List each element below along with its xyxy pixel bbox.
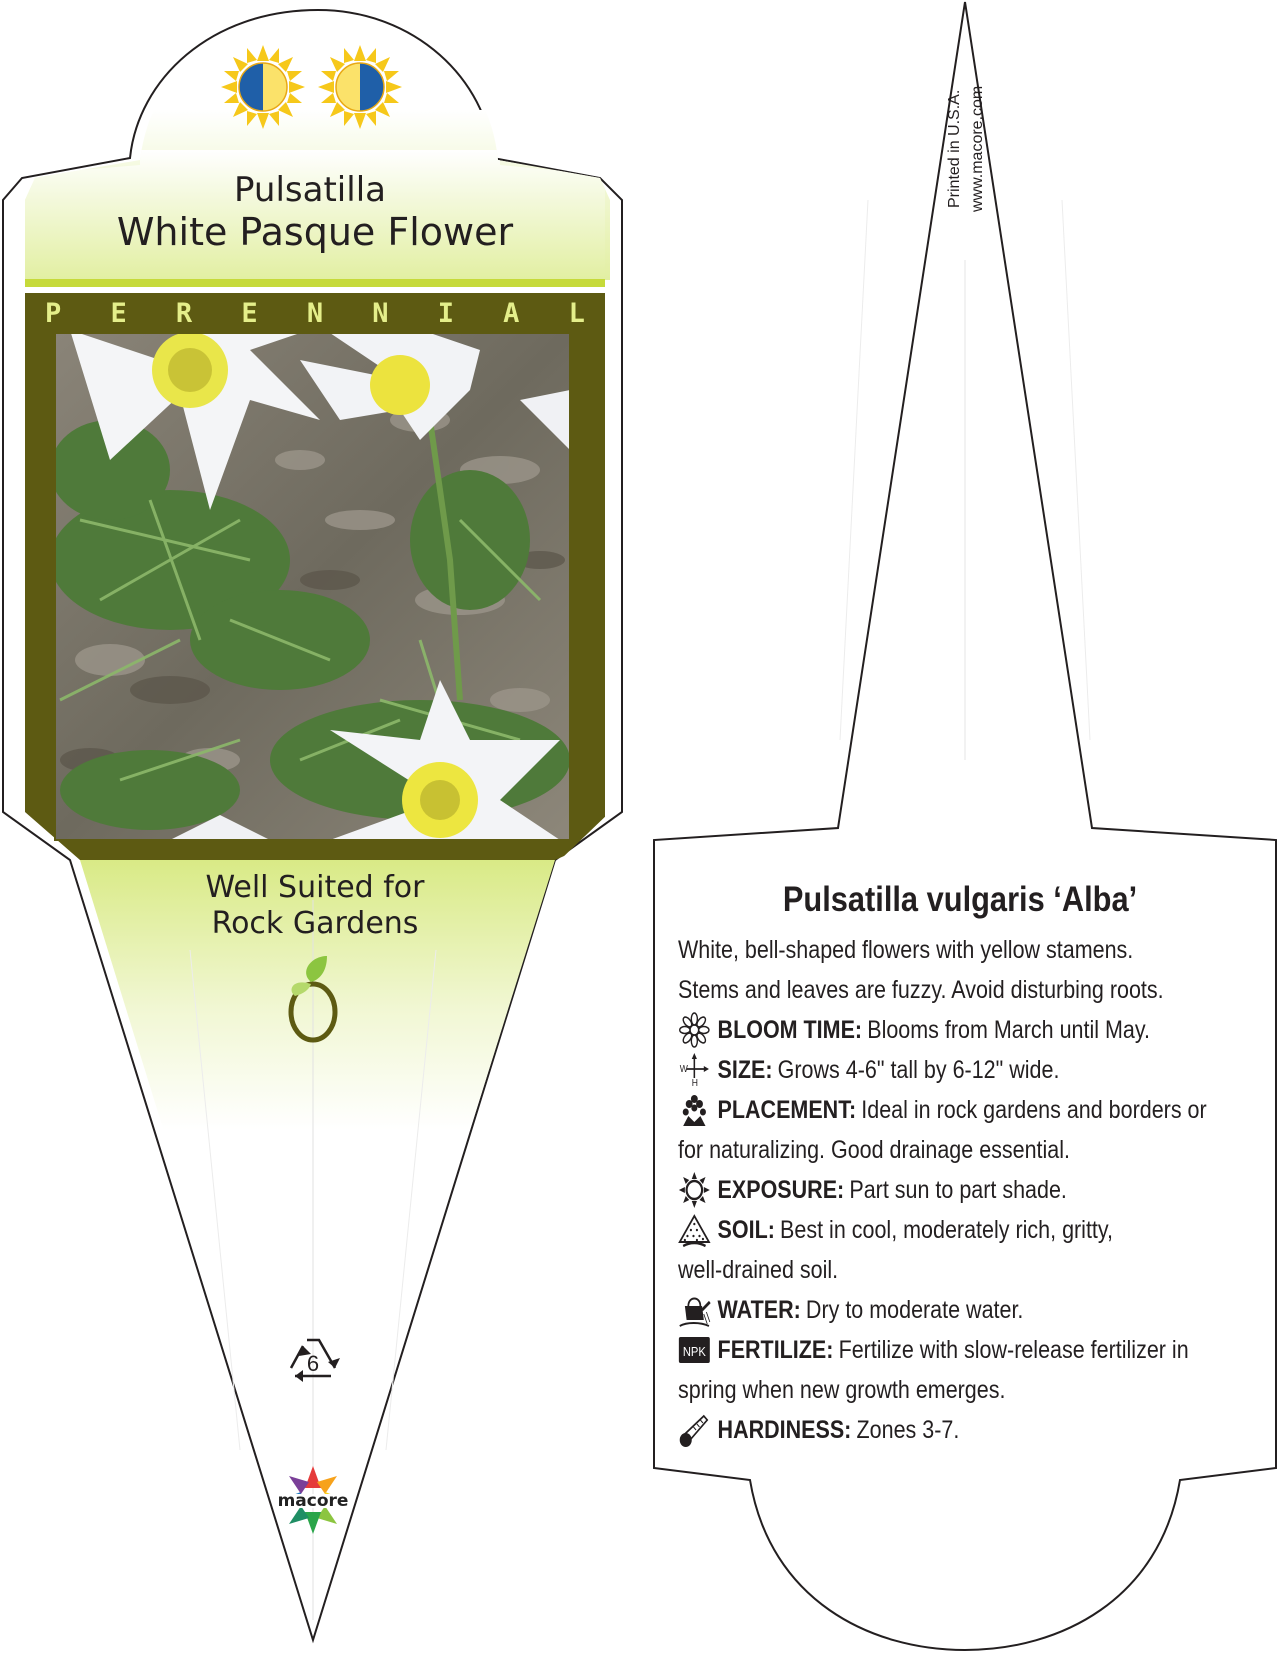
category-letter: E (110, 298, 127, 329)
attr-continuation: for naturalizing. Good drainage essential. (678, 1136, 1071, 1164)
printed-in: Printed in U.S.A. (946, 89, 963, 208)
npk-icon (678, 1332, 711, 1368)
front-tag (0, 10, 640, 1640)
attr-text: Dry to moderate water. (805, 1296, 1024, 1324)
svg-text:H: H (691, 1077, 698, 1088)
attr-text: Best in cool, moderately rich, gritty, (780, 1216, 1114, 1244)
attr-placement (678, 1090, 1207, 1130)
attr-label: SOIL: (717, 1216, 775, 1244)
svg-text:NPK: NPK (682, 1344, 706, 1360)
attr-label: WATER: (717, 1296, 801, 1324)
attr-continuation: spring when new growth emerges. (678, 1376, 1006, 1404)
category-letter: E (241, 298, 258, 329)
attr-label: HARDINESS: (717, 1416, 852, 1444)
attr-label: BLOOM TIME: (717, 1016, 863, 1044)
attr-hardiness (678, 1410, 1185, 1450)
attr-bloom-time (678, 1010, 1185, 1050)
attr-size (678, 1050, 1185, 1090)
placement-icon (678, 1092, 711, 1128)
sun-icon (678, 1172, 711, 1208)
website: www.macore.com (969, 85, 986, 212)
category-letter: R (175, 298, 193, 329)
category-letter: N (306, 298, 324, 329)
description-line: Stems and leaves are fuzzy. Avoid disturbing roots. (678, 976, 1164, 1004)
attr-text: Grows 4-6" tall by 6-12" wide. (777, 1056, 1060, 1084)
feature-line-1: Well Suited for (205, 870, 425, 905)
watering-can-icon (678, 1292, 711, 1328)
part-shade-icon (318, 45, 402, 129)
attr-continuation: well-drained soil. (678, 1256, 839, 1284)
attr-text: Part sun to part shade. (849, 1176, 1067, 1204)
attr-label: EXPOSURE: (717, 1176, 845, 1204)
category-letter: P (45, 298, 62, 329)
front-genus: Pulsatilla (234, 170, 386, 210)
attr-water (678, 1290, 1185, 1330)
attr-fertilize (678, 1330, 1189, 1370)
thermometer-icon (678, 1412, 711, 1448)
category-letter: I (437, 298, 454, 329)
attr-label: SIZE: (717, 1056, 773, 1084)
attr-exposure (678, 1170, 1185, 1210)
attr-soil (678, 1210, 1185, 1250)
size-icon (678, 1052, 711, 1088)
plant-photo (50, 330, 570, 840)
attr-label: FERTILIZE: (717, 1336, 834, 1364)
attr-label: PLACEMENT: (717, 1096, 857, 1124)
description-line: White, bell-shaped flowers with yellow stamens. (678, 936, 1134, 964)
feature-line-2: Rock Gardens (211, 906, 419, 941)
part-sun-icon (221, 45, 305, 129)
macore-wordmark: macore (277, 1491, 349, 1511)
care-info (678, 930, 1268, 1450)
front-common-name: White Pasque Flower (116, 210, 514, 254)
attr-text: Blooms from March until May. (867, 1016, 1150, 1044)
recycle-number: 6 (306, 1351, 320, 1376)
category-band (45, 298, 585, 329)
svg-text:W: W (679, 1063, 688, 1075)
soil-icon (678, 1212, 711, 1248)
category-letter: N (372, 298, 389, 329)
flower-icon (678, 1012, 711, 1048)
botanical-name: Pulsatilla vulgaris ‘Alba’ (782, 880, 1138, 919)
attr-text: Ideal in rock gardens and borders or (861, 1096, 1207, 1124)
category-letter: L (568, 298, 585, 329)
attr-text: Fertilize with slow-release fertilizer in (838, 1336, 1189, 1364)
attr-text: Zones 3-7. (856, 1416, 960, 1444)
category-letter: A (503, 298, 520, 329)
